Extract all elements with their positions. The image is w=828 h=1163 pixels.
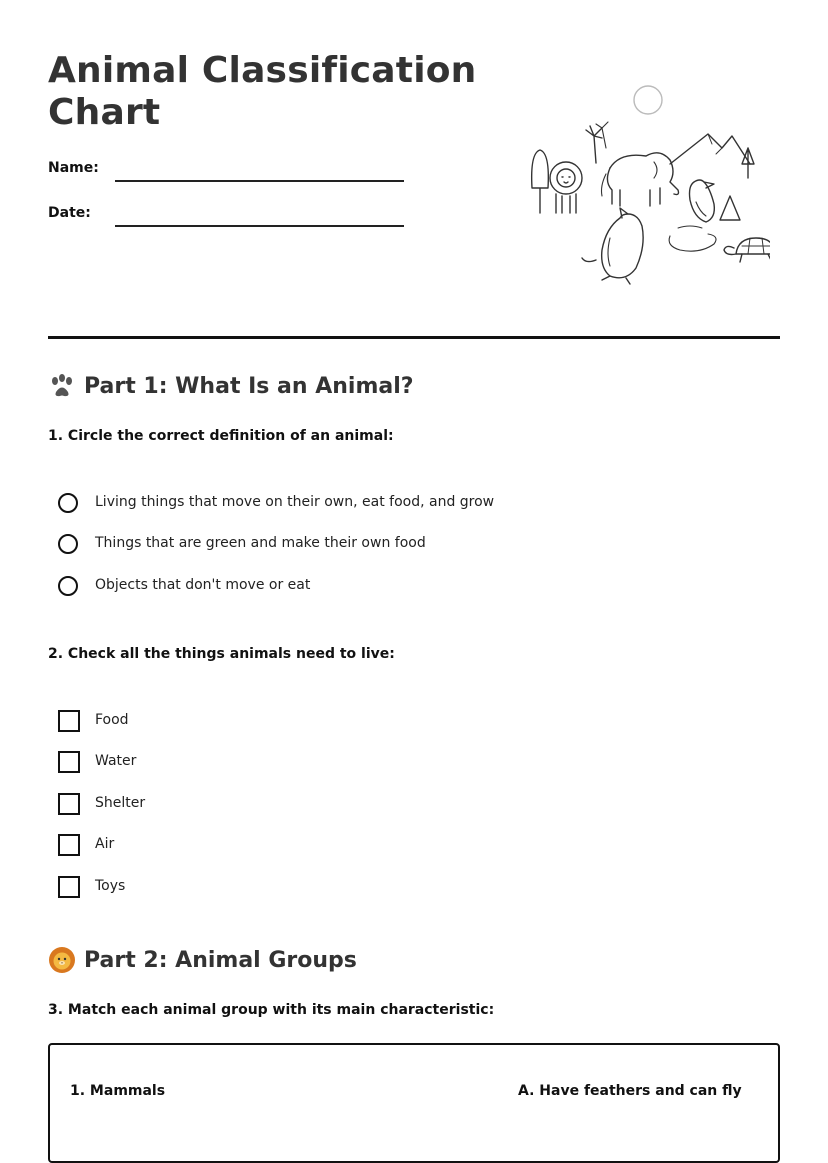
lion-icon (550, 162, 582, 213)
option-label: Air (95, 836, 115, 852)
date-line[interactable] (115, 225, 404, 227)
name-field[interactable] (48, 160, 408, 184)
part1-title: Part 1: What Is an Animal? (84, 373, 414, 399)
q1-option-3[interactable] (58, 574, 311, 598)
q2-option-toys[interactable] (58, 875, 126, 899)
turtle-icon (724, 238, 770, 262)
lion-face-icon (48, 946, 76, 974)
part1-heading (48, 372, 414, 400)
tree-icon (532, 150, 549, 213)
radio-button[interactable] (58, 493, 78, 513)
animals-illustration (510, 78, 770, 288)
option-label: Toys (95, 878, 126, 894)
penguin-icon (582, 208, 643, 284)
part2-title: Part 2: Animal Groups (84, 947, 357, 973)
rock-icon (720, 196, 740, 220)
radio-button[interactable] (58, 576, 78, 596)
option-label: Food (95, 712, 129, 728)
page-title: Animal Classification Chart (48, 50, 477, 133)
option-label: Objects that don't move or eat (95, 577, 311, 593)
paw-icon (48, 372, 76, 400)
question-2-prompt: 2. Check all the things animals need to live: (48, 646, 395, 662)
option-label: Shelter (95, 795, 146, 811)
name-label: Name: (48, 160, 99, 176)
sun-icon (634, 86, 662, 114)
checkbox[interactable] (58, 834, 80, 856)
option-label: Living things that move on their own, eat food, and grow (95, 494, 495, 510)
q1-option-2[interactable] (58, 532, 426, 556)
date-label: Date: (48, 205, 91, 221)
match-left-item: 1. Mammals (70, 1083, 166, 1099)
option-label: Things that are green and make their own food (95, 535, 426, 551)
section-divider (48, 336, 780, 339)
question-3-prompt: 3. Match each animal group with its main characteristic: (48, 1002, 495, 1018)
name-line[interactable] (115, 180, 404, 182)
q2-option-food[interactable] (58, 709, 129, 733)
matching-box (48, 1043, 780, 1163)
option-label: Water (95, 753, 137, 769)
checkbox[interactable] (58, 710, 80, 732)
palm-tree-icon (586, 126, 602, 163)
q1-option-1[interactable] (58, 491, 495, 515)
pond-icon (669, 234, 716, 251)
pine-tree-icon (742, 148, 754, 178)
q2-option-air[interactable] (58, 833, 115, 857)
part2-heading (48, 946, 357, 974)
penguin-icon (690, 180, 715, 222)
date-field[interactable] (48, 205, 408, 229)
q2-option-shelter[interactable] (58, 792, 146, 816)
match-right-item: A. Have feathers and can fly (518, 1083, 742, 1099)
checkbox[interactable] (58, 793, 80, 815)
checkbox[interactable] (58, 751, 80, 773)
checkbox[interactable] (58, 876, 80, 898)
question-1-prompt: 1. Circle the correct definition of an animal: (48, 428, 394, 444)
elephant-icon (602, 153, 679, 206)
radio-button[interactable] (58, 534, 78, 554)
q2-option-water[interactable] (58, 750, 137, 774)
